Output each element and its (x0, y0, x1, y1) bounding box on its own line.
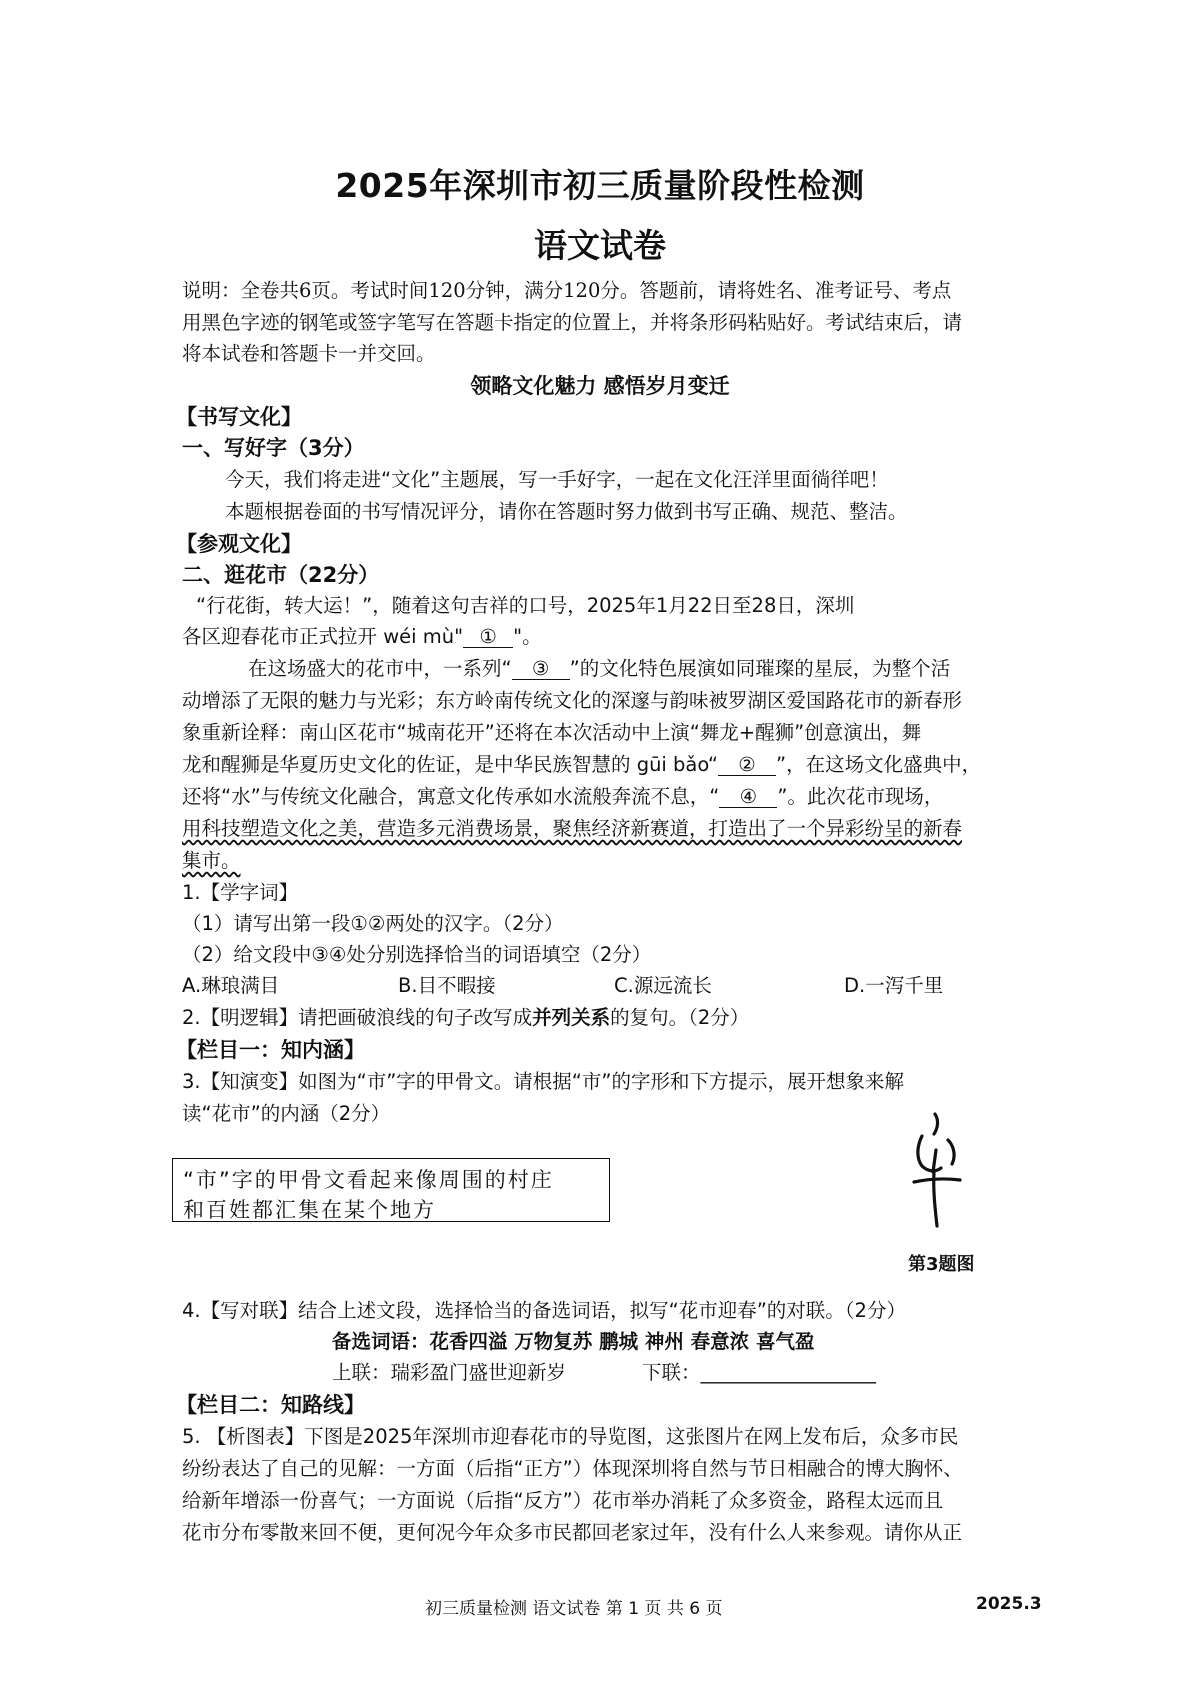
passage-text: 还将“水”与传统文化融合，寓意文化传承如水流般奔流不息，“ (182, 785, 720, 808)
oracle-bone-shi-glyph (908, 1110, 964, 1230)
part1-tag: 【书写文化】 (176, 405, 302, 429)
instructions-line-1: 说明：全卷共6页。考试时间120分钟，满分120分。答题前，请将姓名、准考证号、考点 (182, 279, 952, 302)
passage-text: 在这场盛大的花市中，一系列“ (248, 657, 512, 680)
passage-text: "。 (513, 625, 542, 648)
passage-text: ”的文化特色展演如同璀璨的星辰，为整个活 (569, 657, 951, 680)
passage-text: ”。此次花市现场， (777, 785, 944, 808)
q1-sub-1: （1）请写出第一段①②两处的汉字。（2分） (182, 912, 564, 935)
q1-option-b: B.目不暇接 (398, 974, 496, 997)
passage-p2-line-5 (182, 787, 943, 808)
blank-4: ④ (719, 787, 777, 808)
q4-lower-couplet: 下联：__________________ (642, 1361, 877, 1384)
wavy-sentence-end: 集市。 (182, 849, 241, 872)
q2-text-a: 2.【明逻辑】请把画破浪线的句子改写成 (182, 1006, 533, 1029)
q1-option-a: A.琳琅满目 (182, 974, 280, 997)
q4-upper-couplet: 上联：瑞彩盈门盛世迎新岁 (332, 1361, 567, 1384)
column-2-heading: 【栏目二：知路线】 (176, 1393, 365, 1417)
wavy-sentence: 用科技塑造文化之美，营造多元消费场景，聚焦经济新赛道，打造出了一个异彩纷呈的新春 (182, 817, 963, 840)
page-footer: 初三质量检测 语文试卷 第 1 页 共 6 页 (425, 1599, 723, 1619)
passage-p2-line-2: 动增添了无限的魅力与光彩；东方岭南传统文化的深邃与韵味被罗湖区爱国路花市的新春形 (182, 689, 963, 712)
q4-line-1: 4.【写对联】结合上述文段，选择恰当的备选词语，拟写“花市迎春”的对联。（2分） (182, 1299, 906, 1322)
q3-hint-box (172, 1158, 610, 1222)
passage-text: 各区迎春花市正式拉开 wéi mù" (182, 625, 464, 648)
q1-heading: 1.【学字词】 (182, 881, 299, 904)
passage-text: 龙和醒狮是华夏历史文化的佐证，是中华民族智慧的 gūi bǎo“ (182, 753, 718, 776)
exam-title: 2025年深圳市初三质量阶段性检测 (335, 166, 865, 205)
part2-heading: 二、逛花市（22分） (182, 563, 380, 587)
q2-text (182, 1008, 749, 1028)
theme-heading: 领略文化魅力 感悟岁月变迁 (470, 374, 730, 398)
passage-p2-line-3: 象重新诠释：南山区花市“城南花开”还将在本次活动中上演“舞龙+醒狮”创意演出，舞 (182, 721, 922, 744)
blank-3: ③ (512, 659, 570, 680)
instructions-line-2: 用黑色字迹的钢笔或签字笔写在答题卡指定的位置上，并将条形码粘贴好。考试结束后，请 (182, 311, 963, 334)
q2-text-c: 的复句。（2分） (610, 1006, 750, 1029)
part1-heading: 一、写好字（3分） (182, 436, 365, 460)
q5-line-4: 花市分布零散来回不便，更何况今年众多市民都回老家过年，没有什么人来参观。请你从正 (182, 1521, 963, 1544)
q4-candidates: 备选词语：花香四溢 万物复苏 鹏城 神州 春意浓 喜气盈 (332, 1330, 815, 1353)
q1-option-c: C.源远流长 (614, 974, 712, 997)
q3-hint-line-2: 和百姓都汇集在某个地方 (183, 1198, 436, 1222)
footer-date: 2025.3 (976, 1594, 1042, 1614)
blank-2: ② (718, 755, 776, 776)
q3-hint-line-1: “市”字的甲骨文看起来像周围的村庄 (183, 1168, 554, 1192)
passage-p1-line-2 (182, 627, 542, 648)
passage-p1-line-1: “行花街，转大运！”，随着这句吉祥的口号，2025年1月22日至28日，深圳 (196, 594, 855, 617)
exam-subtitle: 语文试卷 (534, 226, 666, 265)
q3-line-2: 读“花市”的内涵（2分） (182, 1102, 391, 1125)
passage-p2-line-4 (182, 755, 981, 776)
q5-line-3: 给新年增添一份喜气；一方面说（后指“反方”）花市举办消耗了众多资金，路程太远而且 (182, 1489, 944, 1512)
passage-p2-line-6 (182, 819, 962, 839)
part2-tag: 【参观文化】 (176, 532, 302, 556)
q5-line-1: 5. 【析图表】下图是2025年深圳市迎春花市的导览图，这张图片在网上发布后，众多市民 (182, 1425, 959, 1448)
part1-line-1: 今天，我们将走进“文化”主题展，写一手好字，一起在文化汪洋里面徜徉吧！ (225, 468, 889, 491)
instructions-line-3: 将本试卷和答题卡一并交回。 (182, 342, 436, 365)
passage-p2-line-7 (182, 851, 241, 871)
q1-sub-2: （2）给文段中③④处分别选择恰当的词语填空（2分） (182, 943, 652, 966)
q5-line-2: 纷纷表达了自己的见解：一方面（后指“正方”）体现深圳将自然与节日相融合的博大胸怀、 (182, 1457, 963, 1480)
q1-option-d: D.一泻千里 (844, 974, 944, 997)
q3-line-1: 3.【知演变】如图为“市”字的甲骨文。请根据“市”的字形和下方提示，展开想象来解 (182, 1070, 905, 1093)
part1-line-2: 本题根据卷面的书写情况评分，请你在答题时努力做到书写正确、规范、整洁。 (225, 500, 908, 523)
passage-text: ”，在这场文化盛典中， (776, 753, 982, 776)
q3-figure-caption: 第3题图 (908, 1254, 975, 1275)
passage-p2-line-1 (248, 659, 950, 680)
blank-1: ① (463, 627, 513, 648)
column-1-heading: 【栏目一：知内涵】 (176, 1038, 365, 1062)
q2-emphasis: 并列关系 (532, 1006, 611, 1029)
